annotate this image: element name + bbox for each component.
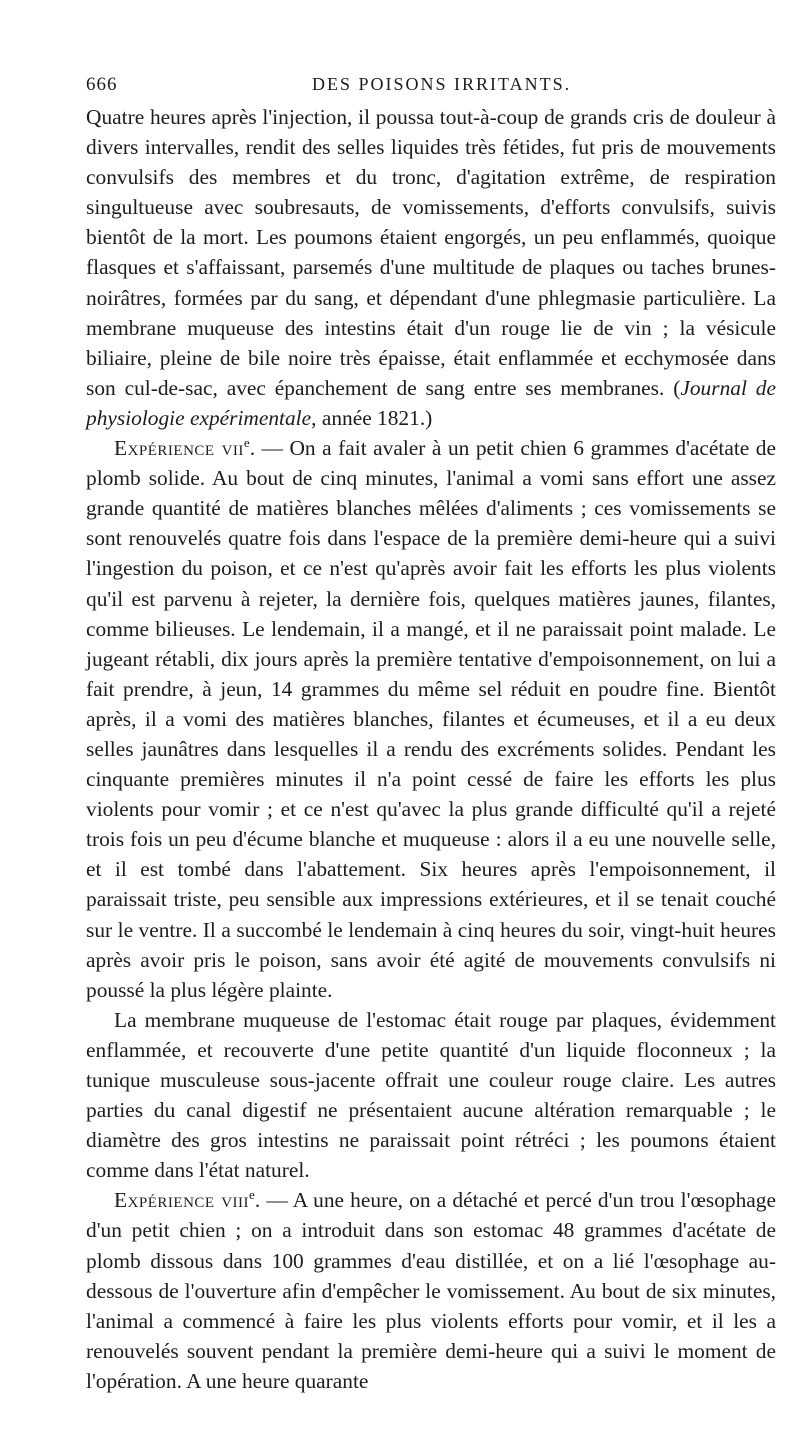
paragraph-1-text: Quatre heures après l'injection, il poussa tout-à-coup de grands cris de douleur à divers intervalles, rendit des selles liquides très fétides, fut pris de mouvements convulsifs des membres et du tronc, d'agitation extrême, de respiration singultueuse avec soubresauts, de vomissements, d'efforts convulsifs, suivis bientôt de la mort. Les poumons étaient engorgés, un peu enflammés, quoique flasques et s'affaissant, parsemés d'une multitude de plaques ou taches brunes-noirâtres, formées par du sang, et dépendant d'une phlegmasie particulière. La membrane muqueuse des intestins était d'un rouge lie de vin ; la vésicule biliaire, pleine de bile noire très épaisse, était enflammée et ecchymosée dans son cul-de-sac, avec épanchement de sang entre ses membranes. (: [86, 105, 776, 400]
autopsy-text: La membrane muqueuse de l'estomac était rouge par plaques, évidemment enflammée, et recouverte d'une petite quantité d'un liquide floconneux ; la tunique musculeuse sous-jacente offrait une couleur rouge claire. Les autres parties du canal digestif ne présentaient aucune altération remarquable ; le diamètre des gros intestins ne paraissait point rétréci ; les poumons étaient comme dans l'état naturel.: [86, 1007, 776, 1183]
citation-year: , année 1821.): [311, 405, 433, 430]
paragraph-experiment-8: [86, 1185, 776, 1396]
running-title: DES POISONS IRRITANTS.: [312, 74, 572, 94]
paragraph-experiment-7: [86, 433, 776, 1005]
experiment-7-text: . — On a fait avaler à un petit chien 6 grammes d'acétate de plomb solide. Au bout de cinq minutes, l'animal a vomi sans effort une assez grande quantité de matières blanches mêlées d'aliments ; ces vomissements se sont renouvelés quatre fois dans l'espace de la première demi-heure qui a suivi l'ingestion du poison, et ce n'est qu'après avoir fait les efforts les plus violents qu'il est parvenu à rejeter, la dernière fois, quelques matières jaunes, filantes, comme bilieuses. Le lendemain, il a mangé, et il ne paraissait point malade. Le jugeant rétabli, dix jours après la première tentative d'empoisonnement, on lui a fait prendre, à jeun, 14 grammes du même sel réduit en poudre fine. Bientôt après, il a vomi des matières blanches, filantes et écumeuses, et il a eu deux selles jaunâtres dans lesquelles il a rendu des excréments solides. Pendant les cinquante premières minutes il n'a point cessé de faire les efforts les plus violents pour vomir ; et ce n'est qu'avec la plus grande difficulté qu'il a rejeté trois fois un peu d'écume blanche et muqueuse : alors il a eu une nouvelle selle, et il est tombé dans l'abattement. Six heures après l'empoisonnement, il paraissait triste, peu sensible aux impressions extérieures, et il se tenait couché sur le ventre. Il a succombé le lendemain à cinq heures du soir, vingt-huit heures après avoir pris le poison, sans avoir été agité de mouvements convulsifs ni poussé la plus légère plainte.: [86, 436, 776, 1002]
body-text: [86, 102, 776, 1396]
experiment-8-label: Expérience viii: [114, 1188, 250, 1213]
experiment-7-label-sup: e: [243, 434, 250, 450]
journal-citation: Journal de physiologie expérimentale: [86, 375, 776, 430]
experiment-8-text: . — A une heure, on a détaché et percé d'un trou l'œsophage d'un petit chien ; on a introduit dans son estomac 48 grammes d'acétate de plomb dissous dans 100 grammes d'eau distillée, et on a lié l'œsophage au-dessous de l'ouverture afin d'empêcher le vomissement. Au bout de six minutes, l'animal a commencé à faire les plus violents efforts pour vomir, et il les a renouvelés souvent pendant la première demi-heure qui a suivi le moment de l'opération. A une heure quarante: [86, 1188, 776, 1393]
paragraph-autopsy: [86, 1005, 776, 1186]
experiment-7-label: Expérience vii: [114, 436, 244, 461]
running-head: [86, 74, 776, 104]
page-number: 666: [86, 74, 118, 95]
experiment-8-label-sup: e: [249, 1187, 255, 1203]
paragraph-1: [86, 102, 776, 433]
